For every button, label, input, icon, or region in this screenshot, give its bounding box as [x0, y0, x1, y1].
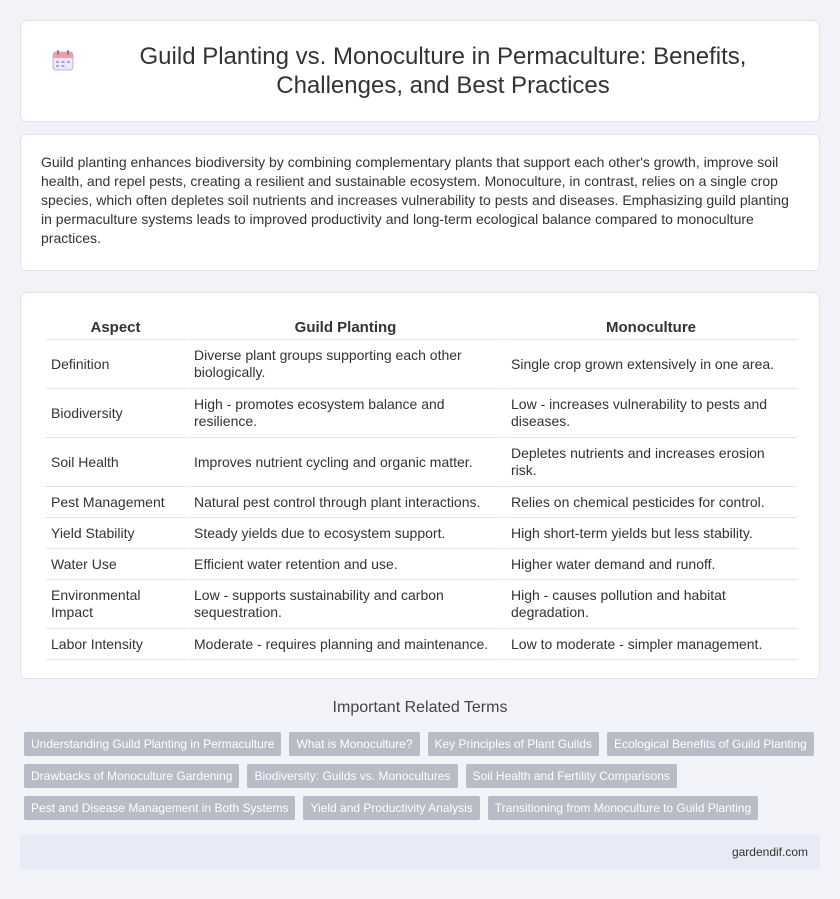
column-header-guild-planting: Guild Planting	[188, 315, 503, 340]
table-cell-aspect: Soil Health	[45, 438, 186, 487]
table-cell-guild: Moderate - requires planning and maintenance.	[188, 629, 503, 660]
table-cell-guild: Natural pest control through plant interactions.	[188, 487, 503, 518]
related-term-tag[interactable]: What is Monoculture?	[289, 732, 419, 756]
related-terms-title: Important Related Terms	[332, 699, 508, 716]
table-cell-guild: Efficient water retention and use.	[188, 549, 503, 580]
related-terms-list	[24, 732, 824, 828]
related-term-tag[interactable]: Ecological Benefits of Guild Planting	[607, 732, 814, 756]
table-cell-guild: Diverse plant groups supporting each other biologically.	[188, 340, 503, 389]
related-term-tag[interactable]: Key Principles of Plant Guilds	[428, 732, 599, 756]
footer-site-name[interactable]: gardendif.com	[731, 845, 808, 859]
related-term-tag[interactable]: Yield and Productivity Analysis	[303, 796, 479, 820]
comparison-table-card	[20, 292, 820, 679]
related-term-tag[interactable]: Understanding Guild Planting in Permaculture	[24, 732, 281, 756]
intro-card	[20, 134, 820, 271]
related-term-tag[interactable]: Transitioning from Monoculture to Guild Planting	[488, 796, 758, 820]
table-row	[45, 487, 797, 518]
intro-text: Guild planting enhances biodiversity by combining complementary plants that support each other's growth, improve soil health, and repel pests, creating a resilient and sustainable ecosystem. Monoculture, in contrast, relies on a single crop species, which often depletes soil nutrients and increases vulnerability to pests and diseases. Emphasizing guild planting in permaculture systems leads to improved productivity and long-term ecological balance compared to monoculture practices.	[41, 154, 789, 246]
related-term-tag[interactable]: Pest and Disease Management in Both Systems	[24, 796, 295, 820]
table-row	[45, 389, 797, 438]
table-row	[45, 549, 797, 580]
table-cell-monoculture: Higher water demand and runoff.	[505, 549, 797, 580]
table-cell-guild: Steady yields due to ecosystem support.	[188, 518, 503, 549]
comparison-table	[43, 315, 799, 660]
table-row	[45, 580, 797, 629]
calendar-icon	[51, 48, 75, 72]
table-cell-aspect: Labor Intensity	[45, 629, 186, 660]
table-cell-guild: Low - supports sustainability and carbon sequestration.	[188, 580, 503, 629]
table-cell-aspect: Environmental Impact	[45, 580, 186, 629]
footer	[20, 835, 820, 869]
header-inner	[51, 42, 789, 100]
table-cell-guild: Improves nutrient cycling and organic matter.	[188, 438, 503, 487]
related-term-tag[interactable]: Soil Health and Fertility Comparisons	[466, 764, 677, 788]
table-cell-aspect: Yield Stability	[45, 518, 186, 549]
related-term-tag[interactable]: Drawbacks of Monoculture Gardening	[24, 764, 239, 788]
column-header-aspect: Aspect	[45, 315, 186, 340]
column-header-monoculture: Monoculture	[505, 315, 797, 340]
table-row	[45, 438, 797, 487]
table-cell-monoculture: Relies on chemical pesticides for control.	[505, 487, 797, 518]
table-cell-monoculture: Low to moderate - simpler management.	[505, 629, 797, 660]
related-term-tag[interactable]: Biodiversity: Guilds vs. Monocultures	[247, 764, 457, 788]
table-cell-aspect: Definition	[45, 340, 186, 389]
table-cell-monoculture: Single crop grown extensively in one area.	[505, 340, 797, 389]
table-cell-aspect: Water Use	[45, 549, 186, 580]
table-cell-monoculture: Depletes nutrients and increases erosion risk.	[505, 438, 797, 487]
table-cell-monoculture: Low - increases vulnerability to pests and diseases.	[505, 389, 797, 438]
header-card	[20, 20, 820, 122]
table-header-row	[45, 315, 797, 340]
table-row	[45, 518, 797, 549]
table-cell-monoculture: High - causes pollution and habitat degradation.	[505, 580, 797, 629]
table-cell-aspect: Pest Management	[45, 487, 186, 518]
table-row	[45, 340, 797, 389]
table-cell-monoculture: High short-term yields but less stability.	[505, 518, 797, 549]
table-cell-aspect: Biodiversity	[45, 389, 186, 438]
page-title: Guild Planting vs. Monoculture in Permaculture: Benefits, Challenges, and Best Practices	[139, 43, 747, 99]
table-row	[45, 629, 797, 660]
table-cell-guild: High - promotes ecosystem balance and resilience.	[188, 389, 503, 438]
